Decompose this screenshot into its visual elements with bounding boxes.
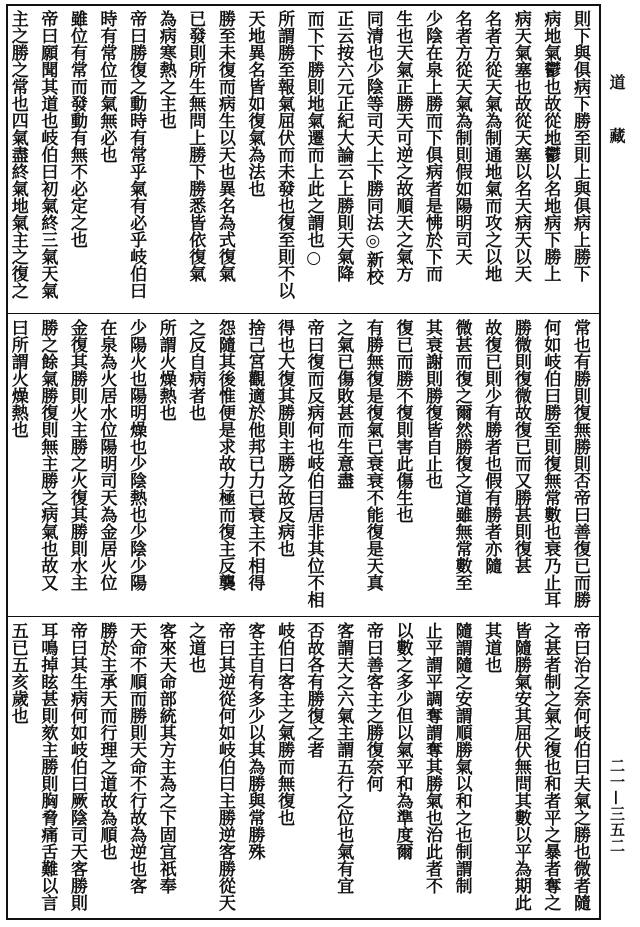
text-columns: [2, 10, 594, 310]
text-column: 其道也: [481, 622, 502, 673]
text-column: 帝曰勝復之動時有常乎氣有必乎岐伯曰: [126, 10, 147, 299]
text-column: 之氣已傷敗甚而生意盡: [333, 319, 354, 489]
text-column: 主之勝之常也四氣盡終氣地氣主之復之: [7, 10, 28, 299]
text-column: 雖位有常而發動有無不必定之也: [66, 10, 87, 248]
panel-divider-2: [6, 616, 601, 617]
text-column: 勝微則復微故復已而又勝甚則復甚: [510, 319, 531, 574]
text-column: 得也大復其勝則主勝之故反病也: [274, 319, 295, 557]
text-column: 為病寒熱之主也: [155, 10, 176, 129]
text-column: 天命不順而勝則天命不行故為逆也客: [126, 622, 147, 894]
text-column: 而下下勝則地氣遷而上此之謂也○: [303, 10, 324, 268]
text-column: 在泉為火居水位陽明司天為金居火位: [96, 319, 117, 591]
text-column: 岐伯曰客主之氣勝而無復也: [274, 622, 295, 826]
text-column: 常也有勝則復無勝則否帝曰善復已而勝: [570, 319, 590, 608]
text-column: 客來天命部統其方主為之下固宜祇奉: [155, 622, 176, 894]
text-column: 捨己宮觀適於他邦已力已衰主不相得: [244, 319, 265, 591]
text-column: 帝曰其生病何如岐伯曰厥陰司天客勝則: [66, 622, 87, 911]
text-column: 有勝無復是復氣已衰衰不能復是天真: [362, 319, 383, 591]
text-column: 曰所謂火燥熱也: [7, 319, 28, 438]
text-column: 金復其勝則火主勝之火復其勝則水主: [66, 319, 87, 591]
text-column: 同清也少陰等司天上下勝同法◎新校: [362, 10, 383, 285]
text-column: 之反自病者也: [185, 319, 206, 421]
text-column: 怨隨其後惟便是求故力極而復主反襲: [214, 319, 235, 591]
text-column: 病天氣塞也故從天塞以名天病天以天: [510, 10, 531, 282]
text-column: 少陰在泉上勝而下俱病者是怫於下而: [422, 10, 443, 282]
text-column: 五已五亥歲也: [7, 622, 28, 724]
text-column: 帝曰復而反病何也岐伯曰居非其位不相: [303, 319, 324, 608]
text-column: 已發則所生無問上勝下勝悉皆依復氣: [185, 10, 206, 282]
text-column: 客主自有多少以其為勝與常勝殊: [244, 622, 265, 860]
text-column: 之甚者制之氣之復也和者平之暴者奪之: [540, 622, 561, 911]
text-panel-middle: [7, 319, 594, 613]
text-column: 少陽火也陽明燥也少陰熱也少陰少陽: [126, 319, 147, 591]
text-column: 生也天氣正勝天可逆之故順天之氣方: [392, 10, 413, 282]
text-column: 則下與俱病下勝至則上與俱病上勝下: [570, 10, 590, 282]
text-column: 帝曰善客主之勝復奈何: [362, 622, 383, 792]
text-column: 勝於主承天而行理之道故為順也: [96, 622, 117, 860]
text-column: 病地氣鬱也故從地鬱以名地病下勝上: [540, 10, 561, 282]
text-column: 勝至未復而病生以天也異名為式復氣: [214, 10, 235, 282]
text-panel-lower: [7, 622, 594, 916]
text-column: 故復已則少有勝者也假有勝者亦隨: [481, 319, 502, 574]
collection-title: 道 藏: [607, 74, 626, 160]
text-column: 復已而勝不復則害此傷生也: [392, 319, 413, 523]
text-column: 勝之餘氣勝復則無主勝之病氣也故又: [37, 319, 58, 591]
page-number: 二一—三五二: [608, 758, 626, 854]
text-column: 帝曰其逆從何如岐伯曰主勝逆客勝從天: [214, 622, 235, 911]
text-column: 正云按六元正紀大論云上勝則天氣降: [333, 10, 354, 282]
text-columns: [2, 622, 594, 916]
text-columns: [2, 319, 594, 613]
text-column: 所謂火燥熱也: [155, 319, 176, 421]
text-column: 之道也: [185, 622, 206, 673]
text-panel-upper: [7, 10, 594, 310]
text-column: 何如岐伯曰勝至則復無常數也衰乃止耳: [540, 319, 561, 608]
text-column: 以數之多少但以氣平和為準度爾: [392, 622, 413, 860]
text-column: 所謂勝至報氣屈伏而未發也復至則不以: [274, 10, 295, 299]
text-column: 名者方從天氣為制則假如陽明司天: [451, 10, 472, 265]
text-column: 天地異名皆如復氣為法也: [244, 10, 265, 197]
text-column: 耳鳴掉眩甚則欬主勝則胸脅痛舌難以言: [37, 622, 58, 911]
text-column: 客謂天之六氣主謂五行之位也氣有宜: [333, 622, 354, 894]
text-column: 時有常位而氣無必也: [96, 10, 117, 163]
text-column: 帝曰願聞其道也岐伯曰初氣終三氣天氣: [37, 10, 58, 299]
text-column: 其衰謝則勝復皆自止也: [422, 319, 443, 489]
text-column: 止平謂平調奪謂奪其勝氣也治此者不: [422, 622, 443, 894]
text-column: 皆隨勝氣安其屈伏無問其數以平為期此: [510, 622, 531, 911]
panel-divider-1: [6, 313, 601, 314]
text-column: 名者方從天氣為制通地氣而攻之以地: [481, 10, 502, 282]
text-column: 隨謂隨之安謂順勝氣以和之也制謂制: [451, 622, 472, 894]
text-column: 微甚而復之爾然勝復之道雖無常數至: [451, 319, 472, 591]
text-column: 帝曰治之奈何岐伯曰夫氣之勝也微者隨: [570, 622, 590, 911]
text-column: 否故各有勝復之者: [303, 622, 324, 758]
